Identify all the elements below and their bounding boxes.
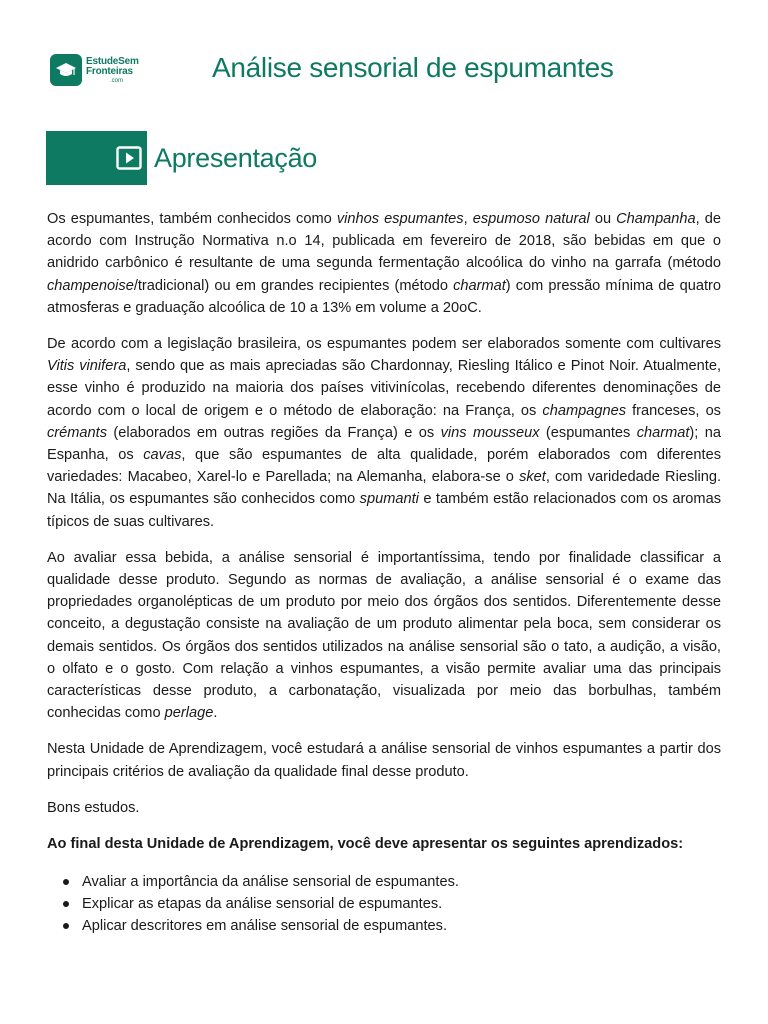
list-item: Avaliar a importância da análise sensorial de espumantes. <box>47 871 721 893</box>
brand-logo[interactable] <box>50 54 139 86</box>
section-title: Apresentação <box>154 142 318 173</box>
document-body <box>47 208 721 937</box>
paragraph-intro: Os espumantes, também conhecidos como vinhos espumantes, espumoso natural ou Champanha, de acordo com Instrução Normativa n.o 14, publicada em fevereiro de 2018, são bebidas em que o anidrido carbônico é resultante de uma segunda fermentação alcoólica do vinho na garrafa (método champenoise/tradicional) ou em grandes recipientes (método charmat) com pressão mínima de quatro atmosferas e graduação alcoólica de 10 a 13% em volume a 20oC. <box>47 211 722 316</box>
learning-goals-heading: Ao final desta Unidade de Aprendizagem, você deve apresentar os seguintes aprendizados: <box>47 836 684 853</box>
page-title: Análise sensorial de espumantes <box>212 52 614 83</box>
brand-name-line2: Fronteiras <box>86 65 133 77</box>
paragraph-unit-intro: Nesta Unidade de Aprendizagem, você estudará a análise sensorial de vinhos espumantes a partir dos principais critérios de avaliação da qualidade final desse produto. <box>47 741 721 780</box>
brand-logo-text <box>86 57 139 84</box>
list-item: Explicar as etapas da análise sensorial de espumantes. <box>47 893 721 915</box>
section-color-block <box>46 131 147 185</box>
paragraph-greeting: Bons estudos. <box>47 799 140 816</box>
section-header <box>46 131 317 185</box>
list-item: Aplicar descritores em análise sensorial de espumantes. <box>47 915 721 937</box>
paragraph-sensory-analysis: Ao avaliar essa bebida, a análise sensorial é importantíssima, tendo por finalidade classificar a qualidade desse produto. Segundo as normas de avaliação, a análise sensorial é o exame das propriedades organolépticas de um produto por meio dos órgãos dos sentidos. Diferentemente desse conceito, a degustação consiste na avaliação de um produto alimentar pela boca, sem considerar os demais sentidos. Os órgãos dos sentidos utilizados na análise sensorial são o tato, a audição, a visão, o olfato e o gosto. Com relação a vinhos espumantes, a visão permite avaliar uma das principais características desse produto, a carbonatação, visualizada por meio das borbulhas, também conhecidas como perlage. <box>47 549 721 722</box>
learning-goals-list <box>47 871 721 937</box>
play-icon <box>116 146 142 175</box>
brand-name-line1: EstudeSem <box>86 55 139 67</box>
graduation-cap-icon <box>50 54 82 86</box>
brand-domain: .com <box>110 77 124 84</box>
paragraph-legislation: De acordo com a legislação brasileira, os espumantes podem ser elaborados somente com cultivares Vitis vinifera, sendo que as mais apreciadas são Chardonnay, Riesling Itálico e Pinot Noir. Atualmente, esse vinho é produzido na maioria dos países vitivinícolas, recebendo diferentes denominações de acordo com o local de origem e o método de elaboração: na França, os champagnes franceses, os crémants (elaborados em outras regiões da França) e os vins mousseux (espumantes charmat); na Espanha, os cavas, que são espumantes de alta qualidade, porém elaborados com diferentes variedades: Macabeo, Xarel-lo e Parellada; na Alemanha, elabora-se o sket, com varidedade Riesling. Na Itália, os espumantes são conhecidos como spumanti e também estão relacionados com os aromas típicos de suas cultivares. <box>47 336 722 530</box>
